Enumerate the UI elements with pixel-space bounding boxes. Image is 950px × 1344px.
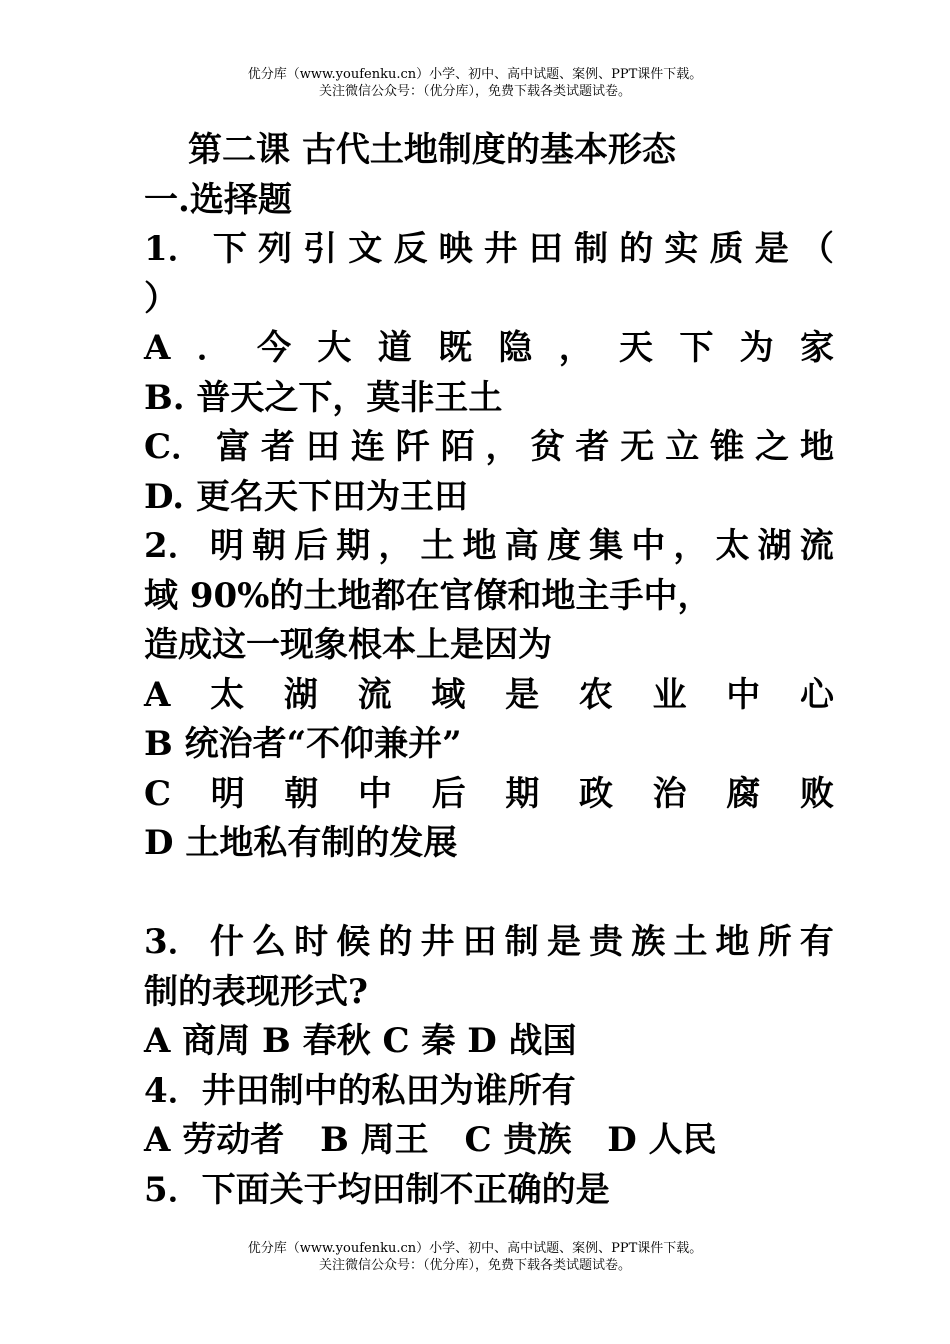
text-segment: 时	[294, 922, 329, 962]
text-segment: 锥	[710, 427, 745, 467]
text-segment: 无	[620, 427, 655, 467]
text-segment: 什	[209, 922, 244, 962]
text-segment: 集	[589, 526, 624, 566]
text-segment: 土	[673, 922, 708, 962]
text-segment: 既	[438, 328, 473, 368]
q2-option-b: B 统治者“不仰兼并”	[144, 724, 462, 764]
text-segment: 中	[631, 526, 666, 566]
text-segment: 阡	[395, 427, 430, 467]
text-segment: 地	[462, 526, 497, 566]
text-segment: 所	[757, 922, 792, 962]
text-segment: ，	[673, 526, 708, 566]
text-segment: 腐	[726, 773, 761, 814]
q2-option-a	[144, 671, 834, 721]
text-segment: 高	[504, 526, 539, 566]
text-segment: 2．	[144, 526, 202, 566]
text-segment: 田	[528, 229, 563, 269]
text-segment: C．	[144, 427, 206, 467]
text-segment: 井	[483, 229, 518, 269]
q1-option-a	[144, 324, 834, 374]
text-segment: 3．	[144, 922, 202, 962]
text-segment: 道	[377, 328, 412, 368]
q4-option-d: D 人民	[607, 1120, 717, 1160]
text-segment: C	[144, 773, 172, 814]
text-segment: 域	[431, 674, 466, 715]
q1-option-d: D. 更名天下田为王田	[144, 476, 468, 517]
text-segment: 贫	[530, 427, 565, 467]
text-segment: 制	[574, 229, 609, 269]
q1-option-b: B. 普天之下，莫非王土	[144, 377, 503, 418]
lesson-title: 第二课 古代土地制度的基本形态	[188, 130, 676, 170]
text-segment: 流	[357, 674, 392, 715]
q3-options: A 商周 B 春秋 C 秦 D 战国	[144, 1021, 577, 1061]
text-segment: 大	[317, 328, 352, 368]
text-segment: 是	[505, 674, 540, 715]
section-heading: 一.选择题	[144, 179, 292, 220]
text-segment: 下	[679, 328, 714, 368]
text-segment: 中	[358, 773, 393, 814]
text-segment: 明	[209, 526, 244, 566]
text-segment: 实	[664, 229, 699, 269]
text-segment: 后	[431, 773, 466, 814]
text-segment: 太	[715, 526, 750, 566]
text-segment: ，	[485, 427, 520, 467]
text-segment: 陌	[440, 427, 475, 467]
text-segment: 井	[420, 922, 455, 962]
q2-stem-line-3: 造成这一现象根本上是因为	[144, 625, 552, 665]
text-segment: 后	[294, 526, 329, 566]
text-segment: 者	[260, 427, 295, 467]
q2-option-d: D 土地私有制的发展	[144, 823, 458, 863]
text-segment: 湖	[283, 674, 318, 715]
page-header	[0, 66, 950, 100]
text-segment: 中	[726, 674, 761, 715]
text-segment: 引	[303, 229, 338, 269]
text-segment: 农	[578, 674, 613, 715]
text-segment: 候	[336, 922, 371, 962]
text-segment: 映	[438, 229, 473, 269]
text-segment: 贵	[589, 922, 624, 962]
q4-option-b: B 周王	[320, 1120, 429, 1160]
header-line-1: 优分库（www.youfenku.cn）小学、初中、高中试题、案例、PPT课件下载。	[247, 67, 703, 82]
text-segment: 田	[462, 922, 497, 962]
q2-option-c	[144, 770, 834, 820]
q2-stem-line-2: 域 90%的土地都在官僚和地主手中，	[144, 575, 712, 616]
text-segment: 天	[619, 328, 654, 368]
text-segment: 者	[575, 427, 610, 467]
text-segment: （	[799, 229, 834, 269]
text-segment: 的	[378, 922, 413, 962]
document-body	[144, 126, 834, 1215]
footer-line-2: 关注微信公众号：（优分库），免费下载各类试题试卷。	[318, 1258, 631, 1273]
text-segment: 朝	[284, 773, 319, 814]
text-segment: 为	[739, 328, 774, 368]
text-segment: 地	[715, 922, 750, 962]
text-segment: A	[144, 674, 171, 715]
text-segment: 连	[350, 427, 385, 467]
text-segment: 立	[665, 427, 700, 467]
text-segment: 有	[799, 922, 834, 962]
text-segment: 列	[257, 229, 292, 269]
text-segment: 朝	[251, 526, 286, 566]
q4-option-c: C 贵族	[464, 1120, 572, 1160]
header-line-2: 关注微信公众号：（优分库），免费下载各类试题试卷。	[318, 84, 631, 99]
q3-stem-line-2: 制的表现形式?	[144, 971, 368, 1012]
text-segment: 田	[305, 427, 340, 467]
q1-stem-line-1	[144, 225, 834, 275]
text-segment: ，	[378, 526, 413, 566]
text-segment: 族	[631, 922, 666, 962]
page-footer	[0, 1240, 950, 1274]
q3-stem-line-1	[144, 918, 834, 968]
text-segment: 业	[652, 674, 687, 715]
text-segment: 是	[546, 922, 581, 962]
text-segment: 流	[799, 526, 834, 566]
text-segment: 明	[210, 773, 245, 814]
blank-line	[144, 869, 834, 919]
q1-option-c	[144, 423, 834, 473]
text-segment: 质	[709, 229, 744, 269]
text-segment: A	[144, 328, 171, 368]
text-segment: 下	[212, 229, 247, 269]
text-segment: 的	[619, 229, 654, 269]
q4-stem: 4．井田制中的私田为谁所有	[144, 1070, 576, 1111]
text-segment: 隐	[498, 328, 533, 368]
text-segment: 土	[420, 526, 455, 566]
text-segment: 么	[251, 922, 286, 962]
text-segment: 期	[505, 773, 540, 814]
q4-options	[144, 1116, 834, 1166]
text-segment: 地	[799, 427, 834, 467]
text-segment: 1．	[144, 229, 202, 269]
q4-option-a: A 劳动者	[144, 1120, 285, 1160]
text-segment: 治	[652, 773, 687, 814]
text-segment: 太	[210, 674, 245, 715]
text-segment: 之	[755, 427, 790, 467]
q5-stem: 5．下面关于均田制不正确的是	[144, 1169, 610, 1210]
text-segment: 期	[336, 526, 371, 566]
text-segment: 富	[215, 427, 250, 467]
q1-stem-line-2: ）	[144, 278, 178, 319]
text-segment: 制	[504, 922, 539, 962]
text-segment: 反	[393, 229, 428, 269]
text-segment: 心	[800, 674, 834, 715]
text-segment: 政	[579, 773, 613, 814]
text-segment: 家	[800, 328, 834, 368]
footer-line-1: 优分库（www.youfenku.cn）小学、初中、高中试题、案例、PPT课件下载。	[247, 1241, 703, 1256]
text-segment: 湖	[757, 526, 792, 566]
text-segment: 败	[799, 773, 834, 814]
text-segment: ，	[558, 328, 593, 368]
text-segment: 度	[546, 526, 581, 566]
text-segment: 是	[754, 229, 789, 269]
text-segment: 今	[257, 328, 292, 368]
text-segment: ．	[196, 328, 231, 368]
text-segment: 文	[348, 229, 383, 269]
q2-stem-line-1	[144, 522, 834, 572]
